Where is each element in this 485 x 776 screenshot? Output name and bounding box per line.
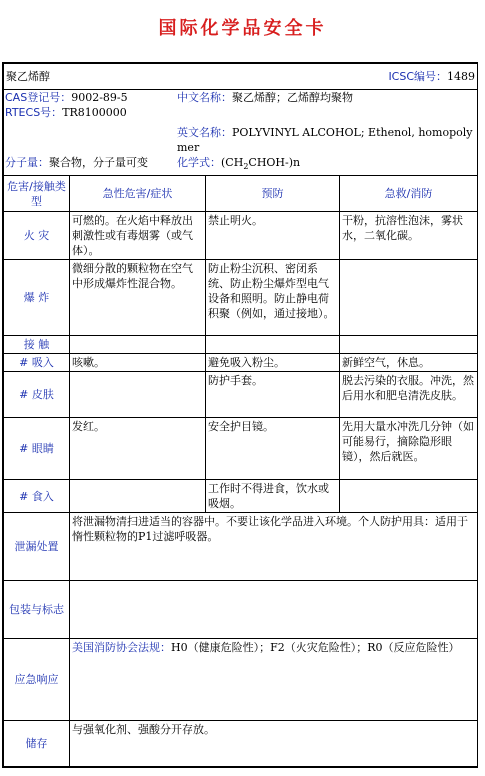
table-row [4,372,478,418]
row-prevention [206,336,340,354]
table-row [4,212,478,260]
cas-label: CAS登记号： [5,91,72,104]
cas-value: 9002-89-5 [71,91,128,104]
en-name-label: 英文名称： [177,126,232,139]
spill-text: 将泄漏物清扫进适当的容器中。不要让该化学品进入环境。个人防护用具：适用于惰性颗粒物的P1过滤呼吸器。 [70,513,478,581]
page-title: 国际化学品安全卡 [158,18,327,39]
row-prevention: 避免吸入粉尘。 [206,354,340,372]
row-prevention: 安全护目镜。 [206,418,340,480]
row-type-skin: # 皮肤 [4,372,70,418]
en-name-value: POLYVINYL ALCOHOL; Ethenol, homopolymer [177,126,473,154]
formula-suffix: CHOH-)n [248,156,301,169]
row-first-aid: 新鲜空气，休息。 [340,354,478,372]
row-first-aid [340,260,478,336]
row-type-ingestion: # 食入 [4,480,70,513]
table-row [4,336,478,354]
emergency-label: 应急响应 [4,639,70,721]
formula-sub: 2 [243,162,249,172]
spill-label: 泄漏处置 [4,513,70,581]
col-prevention: 预防 [206,176,340,212]
emergency-section [4,639,478,721]
identification-block [4,90,478,176]
icsc-label: ICSC编号： [388,70,448,83]
row-first-aid [340,336,478,354]
column-header-row [4,176,478,212]
emergency-text: H0（健康危险性）；F2（火灾危险性）；R0（反应危险性） [171,641,460,654]
col-hazard: 急性危害/症状 [70,176,206,212]
cn-name-label: 中文名称： [177,91,232,104]
row-prevention: 防止粉尘沉积、密闭系统、防止粉尘爆炸型电气设备和照明。防止静电荷积聚（例如，通过接地）。 [206,260,340,336]
packaging-text [70,581,478,639]
row-hazard: 发红。 [70,418,206,480]
row-hazard: 咳嗽。 [70,354,206,372]
mw-value: 聚合物，分子量可变 [49,156,148,169]
table-row [4,260,478,336]
col-type: 危害/接触类型 [4,176,70,212]
formula-label: 化学式： [177,156,221,169]
row-prevention: 禁止明火。 [206,212,340,260]
rtecs-label: RTECS号： [5,106,63,119]
mw-field [4,155,176,175]
packaging-label: 包装与标志 [4,581,70,639]
row-first-aid [340,480,478,513]
row-first-aid: 脱去污染的衣服。冲洗，然后用水和肥皂清洗皮肤。 [340,372,478,418]
table-row [4,354,478,372]
row-type-contact: 接 触 [4,336,70,354]
row-type-eyes: # 眼睛 [4,418,70,480]
row-hazard [70,480,206,513]
chemical-header [4,64,478,90]
cas-field [4,90,176,105]
storage-label: 储存 [4,721,70,767]
packaging-section [4,581,478,639]
storage-text: 与强氧化剂、强酸分开存放。 [70,721,478,767]
table-row [4,418,478,480]
row-hazard: 可燃的。在火焰中释放出刺激性或有毒烟雾（或气体）。 [70,212,206,260]
icsc-number [388,69,475,84]
row-type-explosion: 爆 炸 [4,260,70,336]
row-hazard: 微细分散的颗粒物在空气中形成爆炸性混合物。 [70,260,206,336]
cn-name-field [176,90,477,105]
card-table [3,63,478,767]
table-row [4,480,478,513]
emergency-content [70,639,478,721]
row-type-inhalation: # 吸入 [4,354,70,372]
mw-label: 分子量： [5,156,49,169]
icsc-value: 1489 [447,70,476,83]
formula-prefix: (CH [221,156,244,169]
chemical-name: 聚乙烯醇 [6,70,50,83]
emergency-prefix: 美国消防协会法规： [72,641,171,654]
row-first-aid: 干粉，抗溶性泡沫，雾状水，二氧化碳。 [340,212,478,260]
storage-section [4,721,478,767]
row-hazard [70,336,206,354]
rtecs-value: TR8100000 [62,106,127,119]
row-type-fire: 火 灾 [4,212,70,260]
row-first-aid: 先用大量水冲洗几分钟（如可能易行，摘除隐形眼镜），然后就医。 [340,418,478,480]
row-prevention: 防护手套。 [206,372,340,418]
en-name-field [176,125,477,155]
rtecs-field [4,105,176,125]
cn-name-value: 聚乙烯醇；乙烯醇均聚物 [232,91,353,104]
safety-card [2,62,478,768]
formula-field [176,155,477,175]
col-first-aid: 急救/消防 [340,176,478,212]
row-prevention: 工作时不得进食，饮水或吸烟。 [206,480,340,513]
row-hazard [70,372,206,418]
spill-section [4,513,478,581]
